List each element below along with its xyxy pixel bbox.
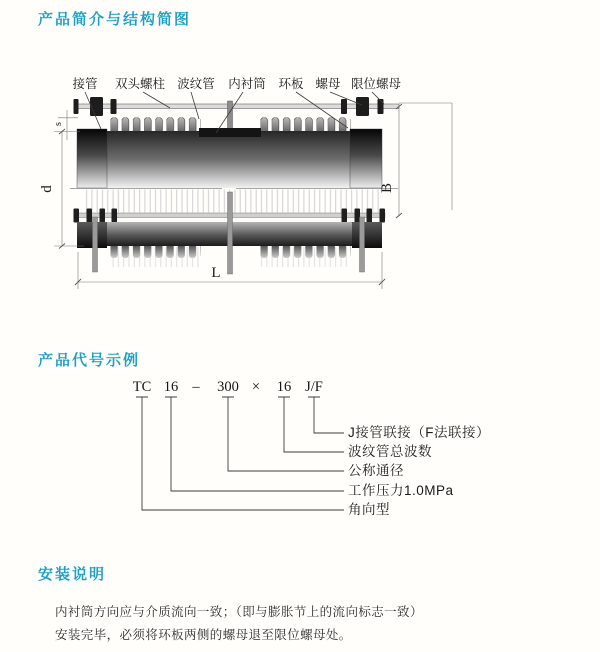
anno-connection: J接管联接（F法联接） xyxy=(348,425,490,440)
code-seg-times: × xyxy=(251,379,261,395)
part-label-limit-nut: 限位螺母 xyxy=(350,77,402,91)
anno-wave-count: 波纹管总波数 xyxy=(348,444,432,459)
part-label-pipe: 接管 xyxy=(72,77,98,91)
pipe-end-right-bottom xyxy=(352,222,382,248)
code-leader-lines xyxy=(142,407,344,510)
section-heading-intro: 产品简介与结构简图 xyxy=(38,11,192,28)
dim-label-s: s xyxy=(53,122,64,126)
bellows-teeth-right xyxy=(261,246,351,258)
code-seg-connection: J/F xyxy=(305,379,323,395)
code-seg-dash: – xyxy=(192,379,200,395)
section-heading-code: 产品代号示例 xyxy=(38,352,141,369)
dimension-s xyxy=(53,110,80,140)
pipe-end-left-bottom xyxy=(77,222,107,248)
anno-working-pressure: 工作压力1.0MPa xyxy=(348,483,454,498)
dim-label-B: B xyxy=(379,182,395,194)
dim-label-L: L xyxy=(211,265,221,281)
bellows-corrugations-right xyxy=(261,118,351,133)
code-seg-type: TC xyxy=(132,379,152,395)
code-tick-marks xyxy=(136,397,320,407)
anno-nominal-diameter: 公称通径 xyxy=(348,463,404,478)
anno-angular-type: 角向型 xyxy=(348,502,390,517)
bellows-body xyxy=(77,131,382,188)
code-seg-diameter: 300 xyxy=(217,379,239,395)
tie-rod-top xyxy=(76,104,399,109)
part-label-nut: 螺母 xyxy=(315,77,341,91)
part-label-ring-plate: 环板 xyxy=(278,77,304,91)
code-example-diagram xyxy=(0,370,600,530)
part-label-bellows: 波纹管 xyxy=(177,77,215,91)
install-note-line2: 安装完毕，必须将环板两侧的螺母退至限位螺母处。 xyxy=(55,628,352,642)
code-annotations xyxy=(348,424,490,517)
code-segments xyxy=(133,379,323,395)
center-stud-top xyxy=(228,101,233,132)
bellows-corrugations-left xyxy=(111,118,201,133)
install-note-line1: 内衬筒方向应与介质流向一致；（即与膨胀节上的流向标志一致） xyxy=(55,605,423,619)
dim-label-d: d xyxy=(39,185,55,193)
dimension-B xyxy=(379,103,452,218)
code-seg-pressure: 16 xyxy=(163,379,179,395)
pipe-end-right xyxy=(350,129,382,188)
install-notes xyxy=(55,601,575,647)
code-seg-waves: 16 xyxy=(276,379,292,395)
part-label-liner: 内衬筒 xyxy=(228,77,266,91)
bellows-teeth-left xyxy=(111,246,201,258)
section-heading-install: 安装说明 xyxy=(38,566,107,583)
part-label-stud: 双头螺柱 xyxy=(114,77,166,91)
inner-liner-band xyxy=(199,128,261,137)
part-labels xyxy=(72,76,401,91)
pipe-end-left xyxy=(77,129,107,188)
